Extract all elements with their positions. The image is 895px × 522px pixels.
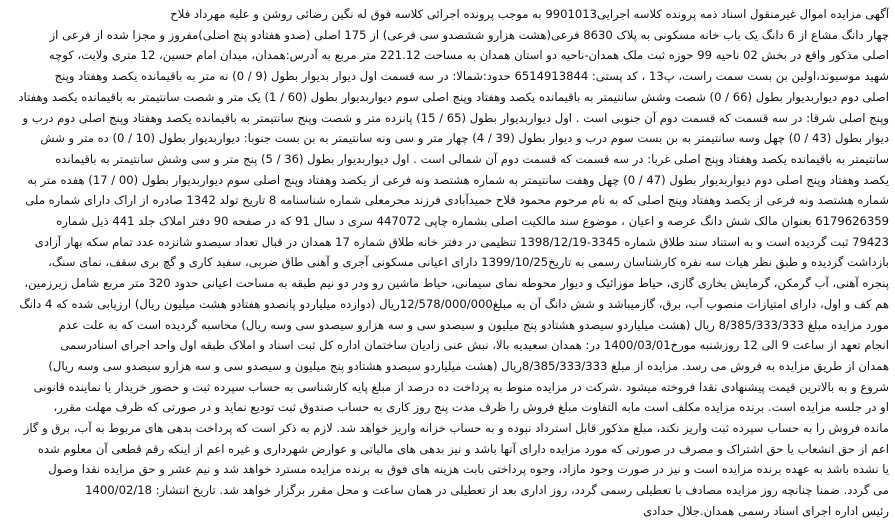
notice-line: اعم از حق انشعاب یا حق اشتراک و مصرف در صورتی که مورد مزایده دارای آنها باشد و نیز بدهی های مالیاتی و عوارض شهرداری و غیره اعم از اینکه رقم قطعی آن معلوم شده [37, 441, 889, 456]
notice-line: شماره هشتصد ونه فرعی از یکصد وهفتاد وپنج اصلی که به نام مرحوم محمود فلاح حمیدآبادی فرزند محرمعلی شماره شناسنامه 8 تاریخ تولد 1342 صادره از اراک دارای شماره ملی [25, 193, 889, 208]
notice-line: همدان از طریق مزایده به فروش می رسد. مزایده از مبلغ 8/385/333/333ریال (هشت میلیاردو سیصدو هشتادو پنج میلیون و سیصدو سی و سه هزارو سیصدو سی وسه ریال) [48, 358, 889, 373]
notice-line: اصلی دوم دیواربدیوار بطول (66 / 0) شصت وشش سانتیمتر به باقیمانده یکصد وهفتاد وپنج اصلی سوم دیواربدیوار بطول (60 / 1) یک متر و شصت سانتیمتر به باقیمانده یکصد وهفتاد [18, 89, 889, 104]
notice-line: شهید موسیوند،اولین بن بست سمت راست، پ13 ، کد پستی: 6514913844 حدود:شمالا: در سه قسمت اول دیوار بدیوار بطول (9 / 0) نه متر به باقیمانده یکصد وهفتاد وپنج [54, 69, 889, 84]
notice-signature: رئیس اداره اجرای اسناد رسمی همدان.جلال حدادی [643, 503, 889, 518]
notice-line: آگهی مزایده اموال غیرمنقول اسناد ذمه پرونده کلاسه اجرایی9901013 به موجب پرونده اجرائی کلاسه فوق له نگین رضائی روشن و علیه مهرداد فلاح [170, 7, 889, 21]
notice-line: مانده فروش را به حساب سپرده ثبت واریز نکند، مبلغ مذکور قابل استرداد نبوده و به حساب خزانه واریز خواهد شد. لازم به ذکر است که پرداخت بدهی های مربوط به آب، برق و گاز [23, 421, 889, 436]
notice-line: شروع و به بالاترین قیمت پیشنهادی نقدا فروخته میشود .شرکت در مزایده منوط به پرداخت ده درصد از مبلغ پایه کارشناسی به حساب سپرده ثبت و حضور خریدار یا نماینده قانونی [33, 379, 889, 394]
notice-line: هم کف و اول، دارای امتیازات منصوب آب، برق، گازمیباشد و شش دانگ آن به مبلغ12/578/000/000ریال (دوازده میلیاردو پانصدو هفتادو هشت میلیون ریال) ارزیابی شده که 4 دانگ [19, 296, 889, 311]
notice-line: او در جلسه مزایده است. برنده مزایده مکلف است مابه التفاوت مبلغ فروش را ظرف مدت پنج روز کاری به حساب صندوق ثبت تودیع نماید و در صورتی که ظرف مهلت مقرر، [53, 400, 889, 415]
notice-line: دیوار بطول (43 / 0) چهل وسه سانتیمتر به بن بست سوم درب و دیوار بطول (39 / 4) چهار متر و سی ونه سانتیمتر به بن بست جنوبا: دیواربدیوار بطول (10 / 0) ده متر و شش [40, 131, 889, 146]
notice-line: پنجره آهنی، آب گرمکن، گرمایش بخاری گازی، حیاط موزائیک و دیوار محوطه نمای سیمانی، حیاط ماشین رو ودر دو نیم طبقه به مساحت اعیانی حدود 320 متر مربع شامل زیرزمین، [24, 276, 889, 291]
notice-line: چهار دانگ مشاع از 6 دانگ یک باب خانه مسکونی به پلاک 8630 فرعی(هشت هزارو ششصدو سی فرعی) از 175 اصلی (صدو هفتادو پنج اصلی)مفروز و مجزا شده از فرعی از [49, 27, 889, 42]
notice-line: 6179626359 بعنوان مالک شش دانگ عرصه و اعیان ، موضوع سند مالکیت اصلی بشماره چاپی 447072 سری د سال 91 که در صفحه 90 دفتر املاک جلد 441 ذیل شماره [56, 214, 889, 229]
notice-line: بازداشت گردیده و طبق نظر هیات سه نفره کارشناسان رسمی به تاریخ1399/10/25 دارای اعیانی مسکونی آجری و آهنی طاق ضربی، سفید کاری و گچ بری سقف، نمای سنگ، [48, 255, 889, 270]
notice-line: مورد مزایده مبلغ 8/385/333/333 ریال (هشت میلیاردو سیصدو هشتادو پنج میلیون و سیصدو سی و سه هزارو سیصدو سی وسه ریال) محاسبه گردیده است که به علت عدم [58, 317, 889, 332]
notice-line: 79423 ثبت گردیده است و به استناد سند طلاق شماره 3345-1398/12/19 تنظیمی در دفتر خانه طلاق شماره 17 همدان در قبال تعداد سیصدو شانزده عدد تمام سکه بهار آزادی [34, 234, 889, 249]
notice-line: می گردد. ضمنا چنانچه روز مزایده مصادف با تعطیلی رسمی گردد، روز اداری بعد از تعطیلی در همان ساعت و محل مقرر برگزار خواهد شد. تاریخ انتشار: 1400/02/18 [85, 483, 889, 498]
notice-line: اصلی مذکور واقع در بخش 02 ناحیه 99 حوزه ثبت ملک همدان-ناحیه دو استان همدان به مساحت 221.12 متر مربع به آدرس:همدان، میدان امام حسین، 12 متری ولایت، کوچه [48, 48, 889, 63]
notice-line: یکصد وهفتاد وپنج اصلی دوم دیواربدیوار بطول (47 / 0) چهل وهفت سانتیمتر به شماره هشتصد ونه فرعی از یکصد وهفتاد وپنج اصلی سوم دیواربدیوار بطول (00 / 17) هفده متر به [27, 172, 889, 187]
notice-line: سانتیمتر به باقیمانده یکصد وهفتاد وپنج اصلی غربا: در سه قسمت که قسمت دوم آن شمالی است . اول دیواربدیوار بطول (36 / 5) پنج متر و سی وشش سانتیمتر به باقیمانده [55, 151, 889, 166]
notice-line: انجام تعهد از ساعت 9 الی 12 روزشنبه مورخ1400/03/01 در: همدان سعیدیه بالا، نبش عنی زادیان ساختمان اداره کل ثبت اسناد و املاک طبقه اول واحد اجرای اسنادرسمی [60, 338, 889, 353]
notice-line: وپنج اصلی شرقا: در سه قسمت که قسمت دوم آن جنوبی است . اول دیواربدیوار بطول (65 / 15) پانزده متر و شصت وپنج سانتیمتر به باقیمانده یکصد وهفتاد وپنج اصلی دوم درب و [22, 110, 889, 125]
notice-line: یا نشده باشد به عهده برنده مزایده است و نیز در صورت وجود مازاد، وجوه پرداختی بابت هزینه های فوق به برنده مزایده مسترد خواهد شد و نیم عشر و حق مزایده نقدا وصول [48, 462, 889, 477]
